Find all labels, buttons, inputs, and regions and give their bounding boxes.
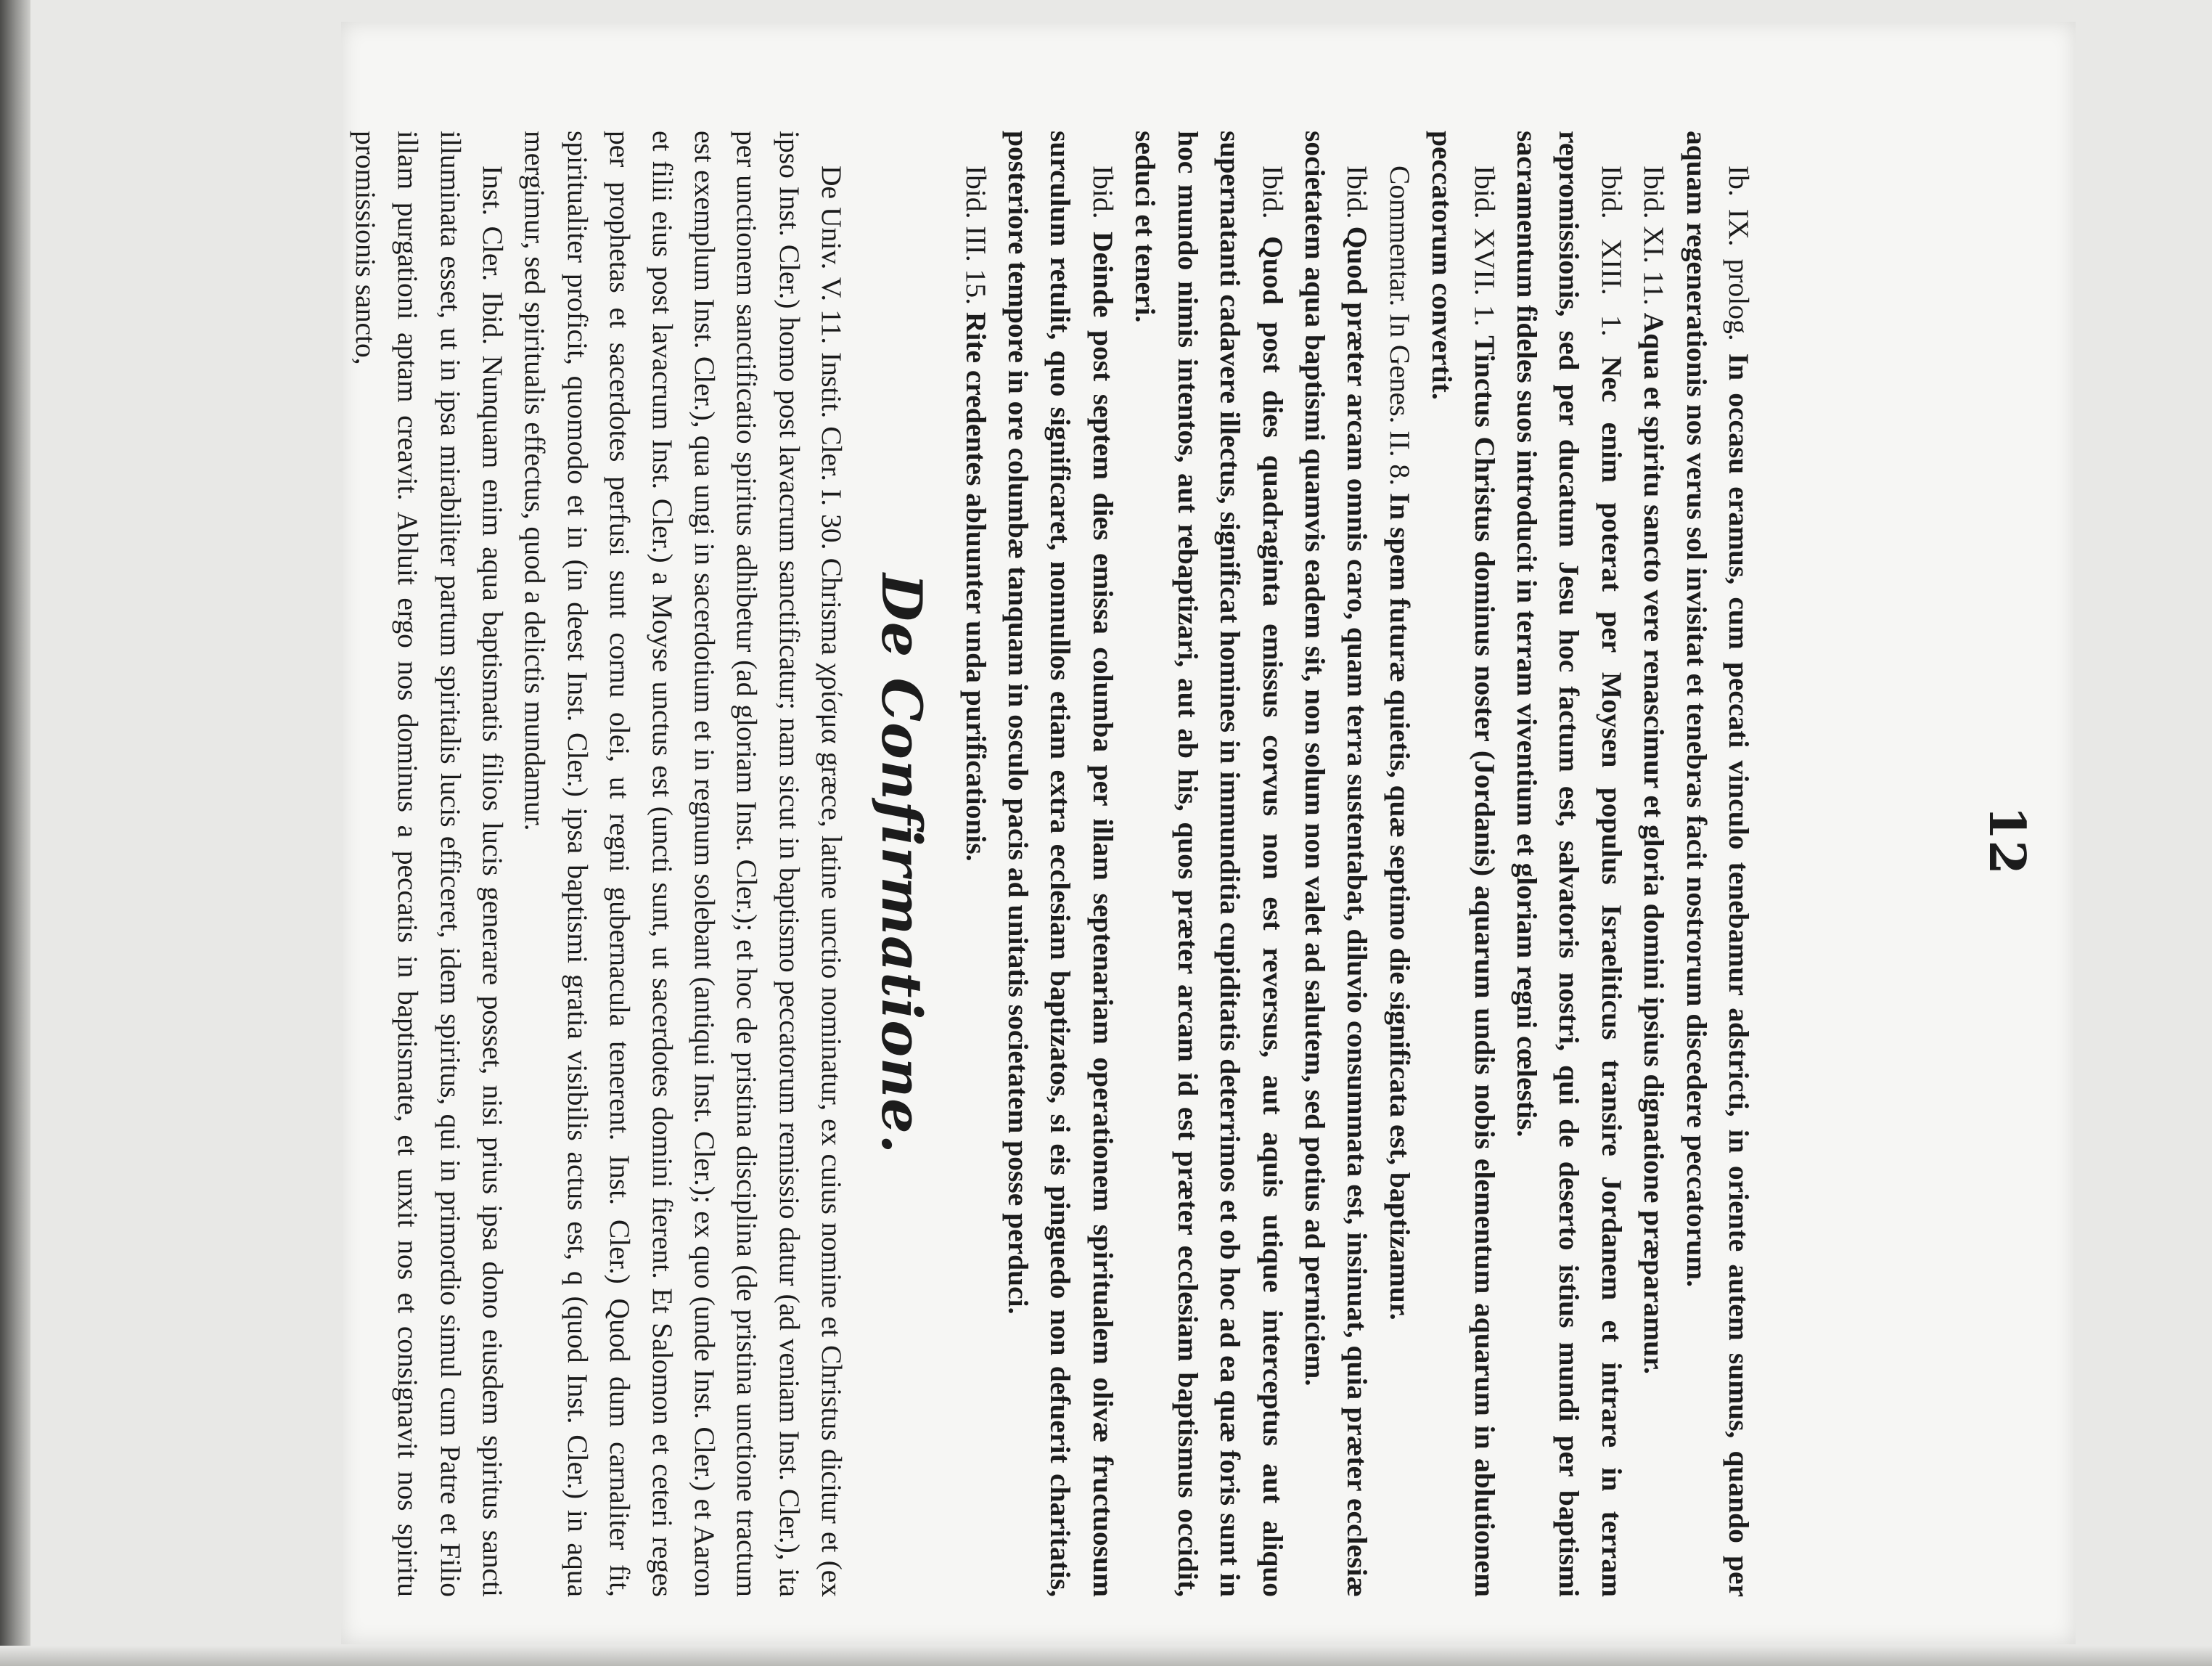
citation-paragraph (1633, 131, 1675, 1597)
citation-list (954, 131, 1760, 1597)
citation-quote: Quod post dies quadraginta emissus corvus non est reversus, aut aquis utique interceptus aut aliquo supernatanti cadavere illectus, significat homines in immunditia cupiditatis deterrimos et ob hoc ad ea quæ foris sunt in hoc mundo nimis intentos, aut rebaptizari, aut ab his, quos præter arcam id est præter ecclesiam baptismus occidit, seduci et teneri. (1129, 131, 1289, 1598)
citation-quote: In spem futuræ quietis, quæ septimo die significata est, baptizamur. (1383, 492, 1416, 1320)
citation-source: Ib. IX. prolog. (1723, 166, 1755, 341)
page-content (341, 22, 2076, 1644)
citation-paragraph (1124, 131, 1294, 1597)
citation-paragraph (1421, 131, 1506, 1597)
citation-paragraph (997, 131, 1124, 1597)
citation-quote: Deinde post septem dies emissa columba per illam septenariam operationem spiritualem olivæ fructuosum surculum retulit, quo significaret, nonnullos etiam extra ecclesiam baptizatos, si eis pinguedo non defuerit charitatis, posteriore tempore in ore columbæ tanquam in osculo pacis ad unitatis societatem posse perduci. (1002, 131, 1119, 1598)
confirmation-paragraph: De Univ. V. 11. Instit. Cler. I. 30. Chrisma χρίσμα græce, latine unctio nominatur, ex cuius nomine et Christus dicitur et (ex ipso Inst. Cler.) homo post lavacrum sanctificatur; nam sicut in baptismo peccatorum remissio datur (ad veniam Inst. Cler.), ita per unctionem sanctificatio spiritus adhibetur (ad gloriam Inst. Cler.); et hoc de pristina disciplina (de pristina unctione tractum est exemplum Inst. Cler.), qua ungi in sacerdotium et in regnum solebant (antiqui Inst. Cler.); ex quo (unde Inst. Cler.) et Aaron et filii eius post lavacrum Inst. Cler.) a Moyse unctus est (uncti sunt, ut sacerdotes domini fierent. Et Salomon et ceteri reges per prophetas et sacerdotes perfusi sunt cornu olei, ut regni gubernacula tenerent. Inst. Cler.) Quod dum carnaliter fit, spiritualiter proficit, quomodo et in (in deest Inst. Cler.) ipsa baptismi gratia visibilis actus est, q (quod Inst. Cler.) in aqua mergimur, sed spiritualis effectus, quod a delictis mundamur. (519, 131, 848, 1597)
citation-paragraph (954, 131, 996, 1597)
citation-paragraph (1675, 131, 1760, 1597)
citation-source: Commentar. In Genes. II. 8. (1383, 166, 1416, 486)
citation-source: Ibid. III. 15. (959, 166, 992, 305)
citation-paragraph (1378, 131, 1420, 1597)
citation-quote: Tinctus Christus dominus noster (Jordanis) aquarum undis nobis elementum aquarum in ablutionem peccatorum convertit. (1426, 131, 1501, 1597)
citation-quote: Nec enim poterat per Moysen populus Israeliticus transire Jordanem et intrare in terram repromissionis, sed per ducatum Jesu hoc factum est, salvatoris nostri, qui de deserto istius mundi per baptismi sacramentum fideles suos introducit in terram viventium et gloriam regni cœlestis. (1510, 131, 1628, 1597)
scan-shadow-bottom (0, 1646, 2212, 1666)
citation-quote: In occasu eramus, cum peccati vinculo tenebamur adstricti, in oriente autem sumus, quando per aquam regenerationis nos verus sol invisitat et tenebras facit nostrorum discedere peccatorum. (1680, 131, 1755, 1598)
citation-paragraph (1294, 131, 1379, 1597)
citation-source: Ibid. (1086, 166, 1119, 219)
citation-paragraph (1506, 131, 1633, 1597)
citation-source: Ibid. (1341, 166, 1374, 219)
citation-source: Ibid. XVII. 1. (1468, 166, 1501, 327)
section-heading: De Confirmatione. (869, 573, 935, 1155)
citation-source: Ibid. XI. 11. (1638, 166, 1671, 306)
citation-source: Ibid. XIII. 1. (1595, 166, 1628, 337)
scan-shadow-left (0, 0, 30, 1666)
citation-source: Ibid. (1256, 166, 1289, 219)
body-text (344, 131, 1760, 1597)
rotated-page (341, 22, 2076, 1644)
confirmation-text (344, 131, 853, 1597)
citation-quote: Rite credentes abluunter unda purificationis. (959, 311, 992, 862)
citation-quote: Aqua et spiritu sancto vere renascimur et gloria domini ipsius dignatione præparamur. (1638, 312, 1671, 1374)
page-number: 12 (1978, 806, 2036, 875)
citation-quote: Quod præter arcam omnis caro, quam terra sustentabat, diluvio consummata est, insinuat, quia præter ecclesiæ societatem aqua baptismi quamvis eadem sit, non solum non valet ad salutem, sed potius ad perniciem. (1298, 131, 1374, 1597)
confirmation-paragraph: Inst. Cler. Ibid. Nunquam enim aqua baptismatis filios lucis generare posset, nisi prius ipsa dono eiusdem spiritus sancti illuminata esset, ut in ipsa mirabiliter partum spiritalis lucis efficeret, idem spiritus, qui in primordio simul cum Patre et Filio illam purgationi aptam creavit. Abluit ergo nos dominus a peccatis in baptismate, et unxit nos et consignavit nos spiritu promissionis sancto, (349, 131, 509, 1597)
